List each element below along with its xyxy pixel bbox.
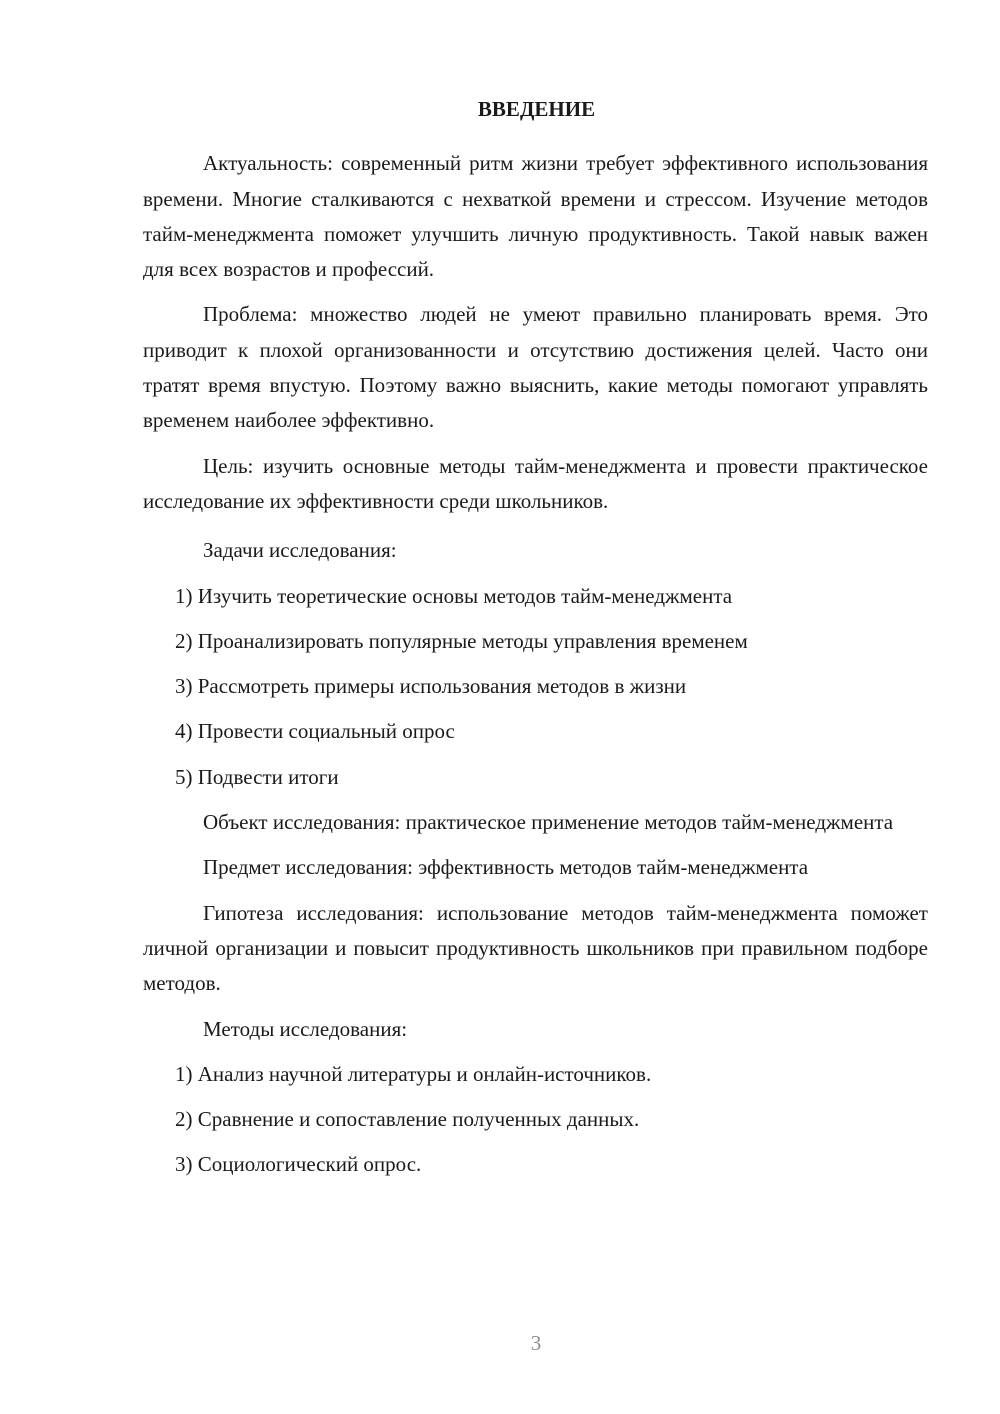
page-title: ВВЕДЕНИЕ [477, 97, 596, 121]
hypothesis-paragraph: Гипотеза исследования: использование методов тайм-менеджмента поможет личной организации и повысит продуктивность школьников при правильном подборе методов. [143, 900, 928, 996]
task-item: 5) Подвести итоги [175, 764, 339, 789]
method-item: 1) Анализ научной литературы и онлайн-источников. [175, 1061, 652, 1086]
methods-heading: Методы исследования: [203, 1016, 408, 1041]
problem-paragraph: Проблема: множество людей не умеют правильно планировать время. Это приводит к плохой организованности и отсутствию достижения целей. Часто они тратят время впустую. Поэтому важно выяснить, какие методы помогают управлять временем наиболее эффективно. [143, 302, 928, 433]
object-paragraph: Объект исследования: практическое применение методов тайм-менеджмента [203, 810, 894, 835]
relevance-paragraph: Актуальность: современный ритм жизни требует эффективного использования времени. Многие сталкиваются с нехваткой времени и стрессом. Изучение методов тайм-менеджмента поможет улучшить личную продуктивность. Такой навык важен для всех возрастов и профессий. [143, 151, 928, 282]
task-item: 2) Проанализировать популярные методы управления временем [175, 628, 748, 653]
subject-paragraph: Предмет исследования: эффективность методов тайм-менеджмента [203, 855, 809, 880]
document-page [143, 92, 928, 1193]
method-item: 2) Сравнение и сопоставление полученных данных. [175, 1107, 640, 1132]
task-item: 4) Провести социальный опрос [175, 719, 455, 744]
tasks-heading: Задачи исследования: [203, 538, 397, 563]
task-item: 1) Изучить теоретические основы методов тайм-менеджмента [175, 583, 733, 608]
task-item: 3) Рассмотреть примеры использования методов в жизни [175, 674, 687, 699]
page-number: 3 [530, 1331, 542, 1355]
goal-paragraph: Цель: изучить основные методы тайм-менеджмента и провести практическое исследование их эффективности среди школьников. [143, 453, 928, 513]
method-item: 3) Социологический опрос. [175, 1152, 422, 1177]
